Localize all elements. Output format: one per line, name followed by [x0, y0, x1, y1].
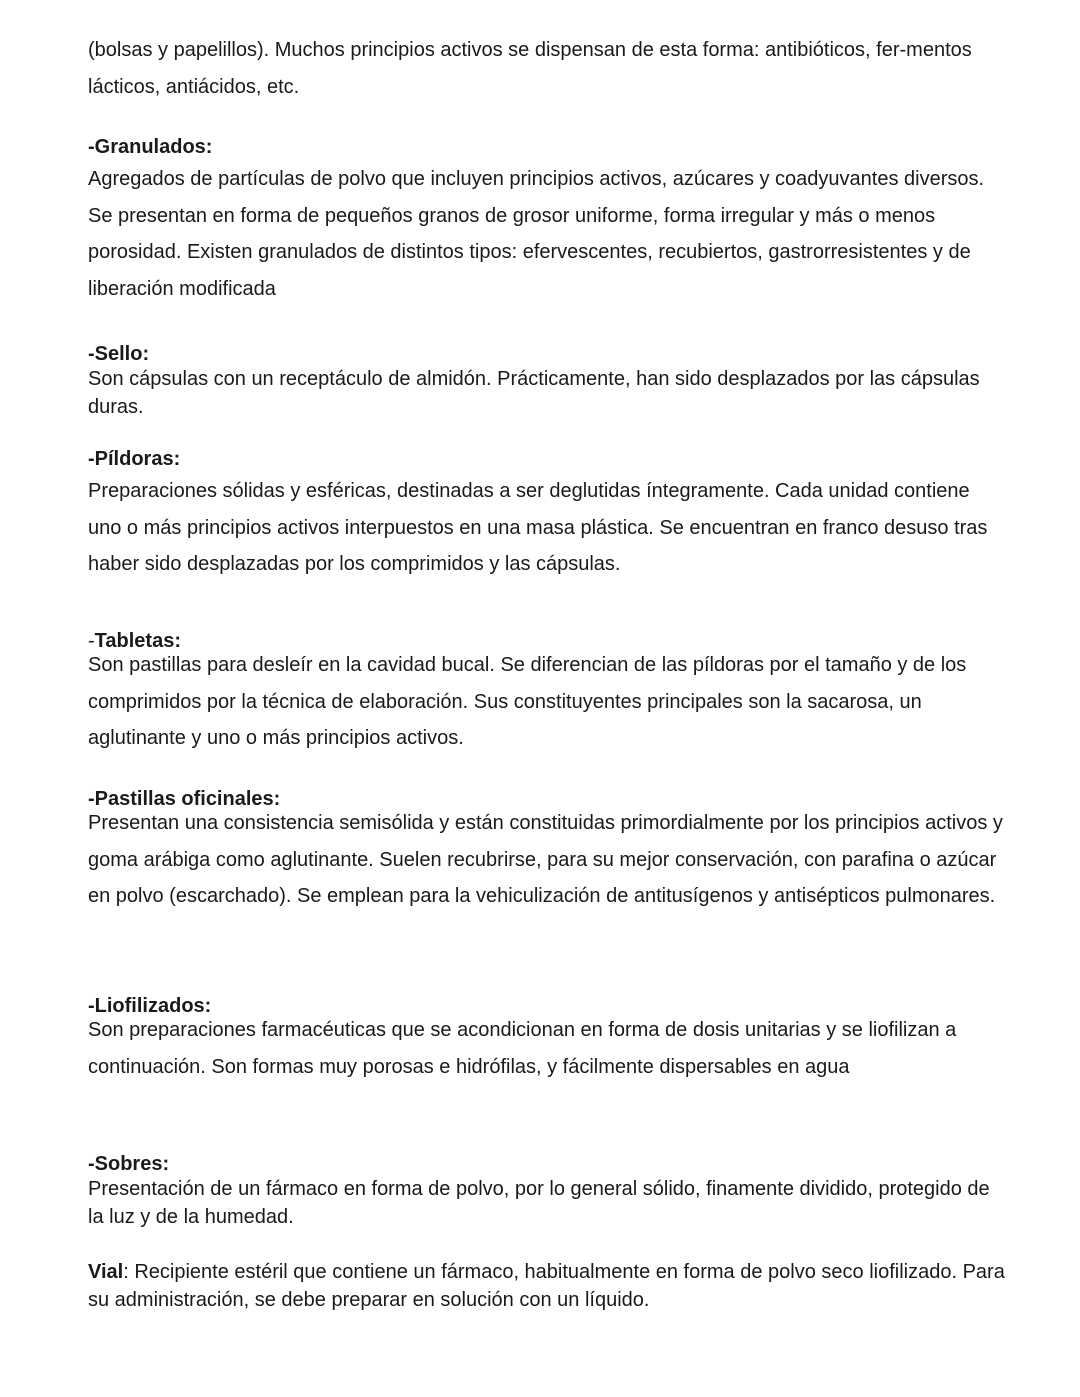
- sobres-body: Presentación de un fármaco en forma de polvo, por lo general sólido, finamente dividido, protegido de la luz y de la humedad.: [88, 1178, 990, 1228]
- tabletas-heading-dash: -: [88, 630, 95, 652]
- section-granulados: [88, 135, 1008, 307]
- intro-line-text: (bolsas y papelillos). Muchos principios activos se dispensan de esta forma: antibióticos, fer-mentos lácticos, antiácidos, etc.: [88, 39, 972, 98]
- liofilizados-heading: -Liofilizados:: [88, 995, 212, 1017]
- section-sello: [88, 342, 1008, 421]
- vial-paragraph: [88, 1258, 1008, 1314]
- granulados-body: Agregados de partículas de polvo que incluyen principios activos, azúcares y coadyuvantes diversos. Se presentan en forma de pequeños granos de grosor uniforme, forma irregular y más o menos porosidad. Existen granulados de distintos tipos: efervescentes, recubiertos, gastrorresistentes y de liberación modificada: [88, 168, 985, 300]
- intro-text: [88, 32, 1008, 105]
- intro-paragraph: [88, 32, 1008, 105]
- section-tabletas: [88, 629, 1008, 757]
- sobres-heading: -Sobres:: [88, 1153, 170, 1175]
- granulados-heading: -Granulados:: [88, 136, 213, 158]
- sello-body: Son cápsulas con un receptáculo de almidón. Prácticamente, han sido desplazados por las cápsulas duras.: [88, 368, 980, 418]
- tabletas-heading-text: Tabletas:: [94, 630, 181, 652]
- tabletas-body: Son pastillas para desleír en la cavidad bucal. Se diferencian de las píldoras por el tamaño y de los comprimidos por la técnica de elaboración. Sus constituyentes principales son la sacarosa, un aglutinante y uno o más principios activos.: [88, 654, 967, 749]
- pildoras-body: Preparaciones sólidas y esféricas, destinadas a ser deglutidas íntegramente. Cada unidad contiene uno o más principios activos interpuestos en una masa plástica. Se encuentran en franco desuso tras haber sido desplazadas por los comprimidos y las cápsulas.: [88, 480, 988, 575]
- pastillas-body: Presentan una consistencia semisólida y están constituidas primordialmente por los principios activos y goma arábiga como aglutinante. Suelen recubrirse, para su mejor conservación, con parafina o azúcar en polvo (escarchado). Se emplean para la vehiculización de antitusígenos y antisépticos pulmonares.: [88, 812, 1003, 907]
- section-pastillas-oficinales: [88, 787, 1008, 915]
- section-pildoras: [88, 447, 1008, 583]
- section-vial: [88, 1258, 1008, 1314]
- vial-body: : Recipiente estéril que contiene un fármaco, habitualmente en forma de polvo seco liofilizado. Para su administración, se debe preparar en solución con un líquido.: [88, 1261, 1005, 1311]
- section-liofilizados: [88, 994, 1008, 1085]
- pastillas-heading: -Pastillas oficinales:: [88, 788, 281, 810]
- pildoras-heading: -Píldoras:: [88, 448, 181, 470]
- section-sobres: [88, 1152, 1008, 1231]
- liofilizados-body: Son preparaciones farmacéuticas que se acondicionan en forma de dosis unitarias y se liofilizan a continuación. Son formas muy porosas e hidrófilas, y fácilmente dispersables en agua: [88, 1019, 957, 1078]
- vial-label: Vial: [88, 1261, 124, 1283]
- sello-heading: -Sello:: [88, 343, 150, 365]
